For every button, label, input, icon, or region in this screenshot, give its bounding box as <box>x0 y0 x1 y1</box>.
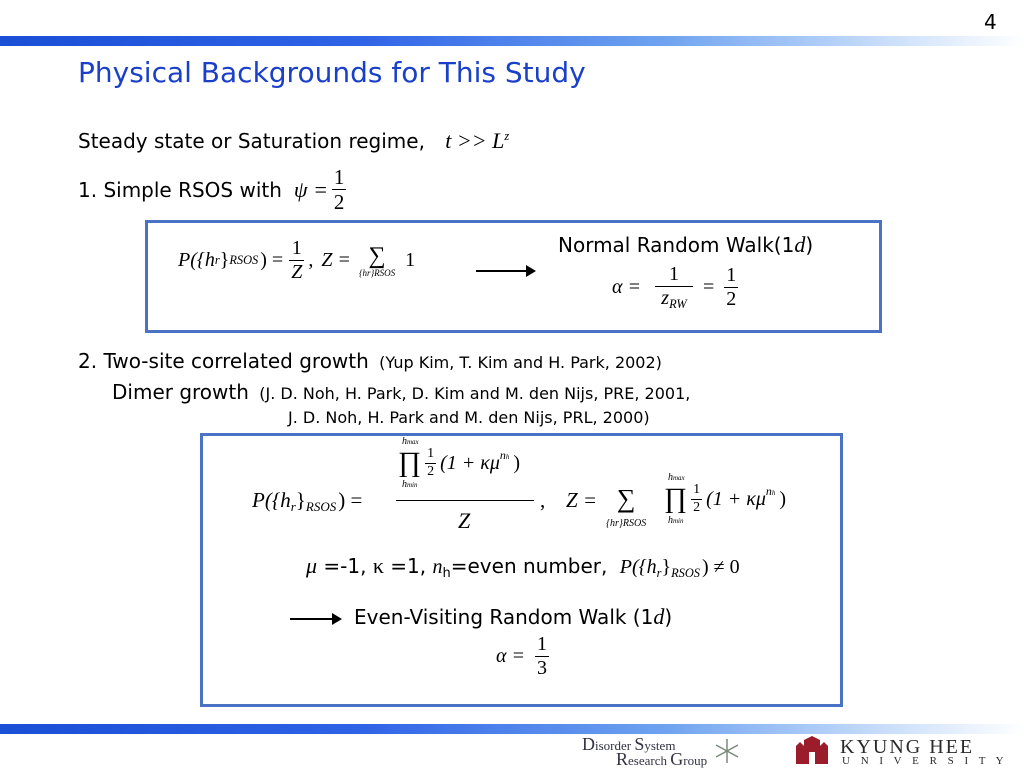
cond-p-r: r <box>656 566 662 580</box>
box2-z-n-exp <box>766 484 776 499</box>
box1-eq: = <box>703 276 715 298</box>
box2-probability <box>252 488 362 515</box>
box2-arrow <box>290 618 340 620</box>
dimer-line <box>112 380 690 404</box>
box1-b-num: 1 <box>726 264 737 286</box>
box2-z-hmax-sub: max <box>673 474 685 482</box>
box2-result-title <box>354 604 672 630</box>
box2-sum-symbol: ∑ <box>616 484 636 513</box>
box2-z-hmax-h: h <box>668 472 673 483</box>
cond-mu: μ <box>306 553 318 578</box>
university-emblem-icon <box>792 736 832 766</box>
box1-sum-under-h: {h <box>358 267 368 278</box>
box2-z-half <box>691 483 702 515</box>
cond-n-sub: h <box>442 566 451 581</box>
logo-r: R <box>616 749 629 769</box>
cond-p-close: ) ≠ 0 <box>701 556 740 578</box>
box2-numerator <box>398 436 520 490</box>
box2-z-half-den: 2 <box>693 499 701 515</box>
box2-alpha-frac <box>535 634 549 679</box>
cond-text3: =even number, <box>450 554 608 578</box>
box2-a-den: 3 <box>537 657 547 679</box>
box1-a-den-sub: RW <box>669 297 687 311</box>
box1-arrow <box>476 270 534 272</box>
box1-p-close: ) = <box>260 249 284 271</box>
header-gradient-bar <box>0 36 1024 46</box>
item1-num: 1 <box>333 165 345 189</box>
box1-p-lhs: P({h <box>178 249 215 271</box>
intro-condition: t >> L <box>445 128 505 153</box>
intro-line <box>78 128 509 154</box>
box2-half-den: 2 <box>427 463 435 479</box>
box1-result-text: Normal Random Walk(1 <box>558 233 795 257</box>
box1-alpha-frac1 <box>655 264 693 311</box>
box2-n-sup: n <box>499 447 506 462</box>
box2-z-hmin-sub: min <box>673 517 684 526</box>
intro-exponent: z <box>504 129 510 143</box>
item1-psi: ψ = <box>293 176 328 202</box>
box1-sum <box>359 244 395 278</box>
box1-fraction <box>289 238 304 283</box>
university-name: KYUNG HEE <box>840 736 975 758</box>
box1-comma: , <box>308 249 314 271</box>
cond-p-rsos: RSOS <box>671 566 700 580</box>
research-group-logo <box>582 734 774 769</box>
box2-hmin <box>402 479 520 490</box>
box2-p-sub-rsos: RSOS <box>305 499 337 514</box>
box1-alpha <box>612 264 738 311</box>
box1-p-sub-rsos: RSOS <box>229 253 259 267</box>
box1-p-sub-r: r <box>214 253 220 267</box>
logo-isorder: isorder <box>595 738 632 753</box>
box1-a-num: 1 <box>669 263 679 285</box>
box1-probability <box>178 238 415 283</box>
box2-z-factor: (1 + κμ <box>706 487 766 510</box>
box1-a-den-z: z <box>661 287 670 309</box>
box1-alpha-frac2 <box>724 265 738 310</box>
box2-p-lhs: P({h <box>252 488 291 512</box>
box2-hmax-sub: max <box>407 438 419 446</box>
box2-p-rhs: } <box>295 488 306 512</box>
box2-fraction-line <box>396 500 534 501</box>
university-logo <box>792 736 1020 768</box>
snowflake-icon <box>714 738 740 764</box>
item1-label: 1. Simple RSOS with <box>78 177 282 202</box>
page-title: Physical Backgrounds for This Study <box>78 56 586 89</box>
box2-conditions <box>306 553 740 581</box>
item1-line <box>78 166 346 213</box>
box2-sum-under-rsos: }RSOS <box>618 518 647 529</box>
box1-sum-under-rsos: }RSOS <box>370 267 396 278</box>
logo-esearch: esearch <box>628 753 667 768</box>
box2-result-text: Even-Visiting Random Walk (1 <box>354 605 654 629</box>
item2-label: 2. Two-site correlated growth <box>78 349 369 373</box>
box2-z-row <box>664 483 786 515</box>
box2-result-d: d <box>653 604 665 629</box>
box2-half-num: 1 <box>427 446 435 461</box>
box2-prod-symbol: ∏ <box>398 447 422 479</box>
university-subtitle: U N I V E R S I T Y <box>842 755 1008 767</box>
box1-sum-value: 1 <box>405 249 416 271</box>
cond-p: P({h <box>619 556 657 578</box>
box2-z-hmax <box>668 472 786 483</box>
box2-sum-under-r: r <box>615 518 619 529</box>
box2-factor-close: ) <box>513 451 521 474</box>
page-number: 4 <box>984 10 997 34</box>
logo-roup: roup <box>683 753 708 768</box>
box2-z-eq: Z = <box>566 488 598 512</box>
box2-hmin-h: h <box>402 479 407 491</box>
logo-ystem: ystem <box>644 738 676 753</box>
box2-sum-under-h: {h <box>606 518 615 529</box>
box2-result-close: ) <box>664 605 673 629</box>
box2-sum <box>606 486 646 529</box>
cond-text2: =1, <box>390 554 427 578</box>
dimer-ref-line2: J. D. Noh, H. Park and M. den Nijs, PRL, 2000) <box>288 408 650 427</box>
box2-z-prod-symbol: ∏ <box>664 483 688 515</box>
box1-frac-den: Z <box>291 261 303 283</box>
box2-p-sub-r: r <box>290 499 296 514</box>
box2-z-hmin <box>668 515 786 526</box>
box1-result-d: d <box>794 232 806 257</box>
box2-alpha-lhs: α = <box>496 645 525 667</box>
box2-p-close: ) = <box>338 488 363 512</box>
box1-result-close: ) <box>805 233 814 257</box>
box2-hmax-h: h <box>402 436 407 447</box>
box1-b-den: 2 <box>726 288 737 310</box>
box2-hmax <box>402 436 520 447</box>
box1-alpha-lhs: α = <box>612 276 641 298</box>
intro-text: Steady state or Saturation regime, <box>78 129 425 153</box>
logo-g: G <box>670 749 684 769</box>
box2-factor: (1 + κμ <box>440 451 500 474</box>
box2-z-hmin-h: h <box>668 515 673 527</box>
box2-z-product <box>664 472 786 526</box>
logo-d: D <box>582 734 595 754</box>
item1-den: 2 <box>333 190 345 215</box>
box2-alpha <box>496 634 549 679</box>
item2-ref: (Yup Kim, T. Kim and H. Park, 2002) <box>379 353 662 372</box>
box1-sum-under-r: r <box>367 267 371 278</box>
box2-n-sub: h <box>505 452 510 461</box>
footer-gradient-bar <box>0 724 1024 734</box>
cond-p-rhs: } <box>661 556 672 578</box>
box2-num-row <box>398 447 520 479</box>
box1-sum-symbol: ∑ <box>368 242 386 269</box>
box2-hmin-sub: min <box>407 481 418 490</box>
box2-z-half-num: 1 <box>693 482 701 497</box>
box1-p-rhs: } <box>219 249 230 271</box>
box2-den: Z <box>458 508 471 533</box>
logo-s: S <box>634 734 645 754</box>
cond-n: n <box>432 556 443 578</box>
box1-frac-num: 1 <box>291 237 302 259</box>
box2-z-n-sub: h <box>771 488 776 497</box>
dimer-ref: (J. D. Noh, H. Park, D. Kim and M. den Nijs, PRE, 2001, <box>259 384 691 403</box>
box2-z-factor-close: ) <box>779 487 787 510</box>
box2-half <box>425 447 436 479</box>
cond-text1: =-1, <box>323 554 367 578</box>
box1-result-title <box>558 232 813 258</box>
dimer-label: Dimer growth <box>112 380 249 404</box>
box1-sum-under <box>359 268 395 278</box>
item1-fraction <box>332 166 347 213</box>
box2-a-num: 1 <box>537 633 547 655</box>
cond-kappa: κ <box>372 553 384 578</box>
box1-a-den <box>655 286 692 311</box>
box2-comma: , <box>540 488 546 512</box>
box2-sum-under <box>606 518 646 529</box>
logo-line2 <box>616 749 774 769</box>
box2-z-n-sup: n <box>765 483 772 498</box>
box2-n-exp <box>500 448 510 463</box>
box1-z-eq: Z = <box>321 249 351 271</box>
item2-line <box>78 349 662 373</box>
